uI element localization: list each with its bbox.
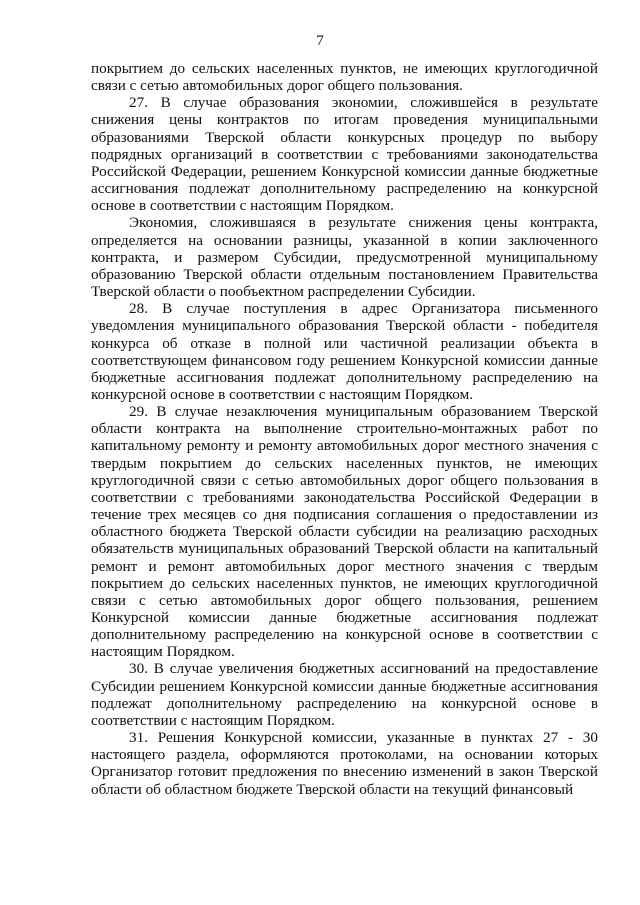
- page-number: 7: [316, 33, 324, 49]
- paragraph-item-27: 27. В случае образования экономии, сложившейся в результате снижения цены контрактов по итогам проведения муниципальными образованиями Тверской области конкурсных процедур по выбору подрядных организаций в соответствии с требованиями законодательства Российской Федерации, решением Конкурсной комиссии данные бюджетные ассигнования подлежат дополнительному распределению на конкурсной основе в соответствии с настоящим Порядком.: [91, 94, 598, 215]
- paragraph-continuation: покрытием до сельских населенных пунктов, не имеющих круглогодичной связи с сетью автомобильных дорог общего пользования.: [91, 60, 598, 95]
- paragraph-item-29: 29. В случае незаключения муниципальным образованием Тверской области контракта на выполнение строительно-монтажных работ по капитальному ремонту и ремонту автомобильных дорог местного значения с твердым покрытием до сельских населенных пунктов, не имеющих круглогодичной связи с сетью автомобильных дорог общего пользования в соответствии с требованиями законодательства Российской Федерации в течение трех месяцев со дня подписания соглашения о предоставлении из областного бюджета Тверской области субсидии на реализацию расходных обязательств муниципальных образований Тверской области на капитальный ремонт и ремонт автомобильных дорог местного значения с твердым покрытием до сельских населенных пунктов, не имеющих круглогодичной связи с сетью автомобильных дорог общего пользования, решением Конкурсной комиссии данные бюджетные ассигнования подлежат дополнительному распределению на конкурсной основе в соответствии с настоящим Порядком.: [91, 403, 598, 661]
- paragraph-item-31: 31. Решения Конкурсной комиссии, указанные в пунктах 27 - 30 настоящего раздела, оформляются протоколами, на основании которых Организатор готовит предложения по внесению изменений в закон Тверской области об областном бюджете Тверской области на текущий финансовый: [91, 729, 598, 798]
- paragraph-item-28: 28. В случае поступления в адрес Организатора письменного уведомления муниципального образования Тверской области - победителя конкурса об отказе в полной или частичной реализации объекта в соответствующем финансовом году решением Конкурсной комиссии данные бюджетные ассигнования подлежат дополнительному распределению на конкурсной основе в соответствии с настоящим Порядком.: [91, 300, 598, 403]
- paragraph-economy-definition: Экономия, сложившаяся в результате снижения цены контракта, определяется на основании разницы, указанной в копии заключенного контракта, и размером Субсидии, предусмотренной муниципальному образованию Тверской области отдельным постановлением Правительства Тверской области о пообъектном распределении Субсидии.: [91, 214, 598, 301]
- paragraph-item-30: 30. В случае увеличения бюджетных ассигнований на предоставление Субсидии решением Конкурсной комиссии данные бюджетные ассигнования подлежат дополнительному распределению на конкурсной основе в соответствии с настоящим Порядком.: [91, 660, 598, 729]
- document-body: [91, 60, 598, 798]
